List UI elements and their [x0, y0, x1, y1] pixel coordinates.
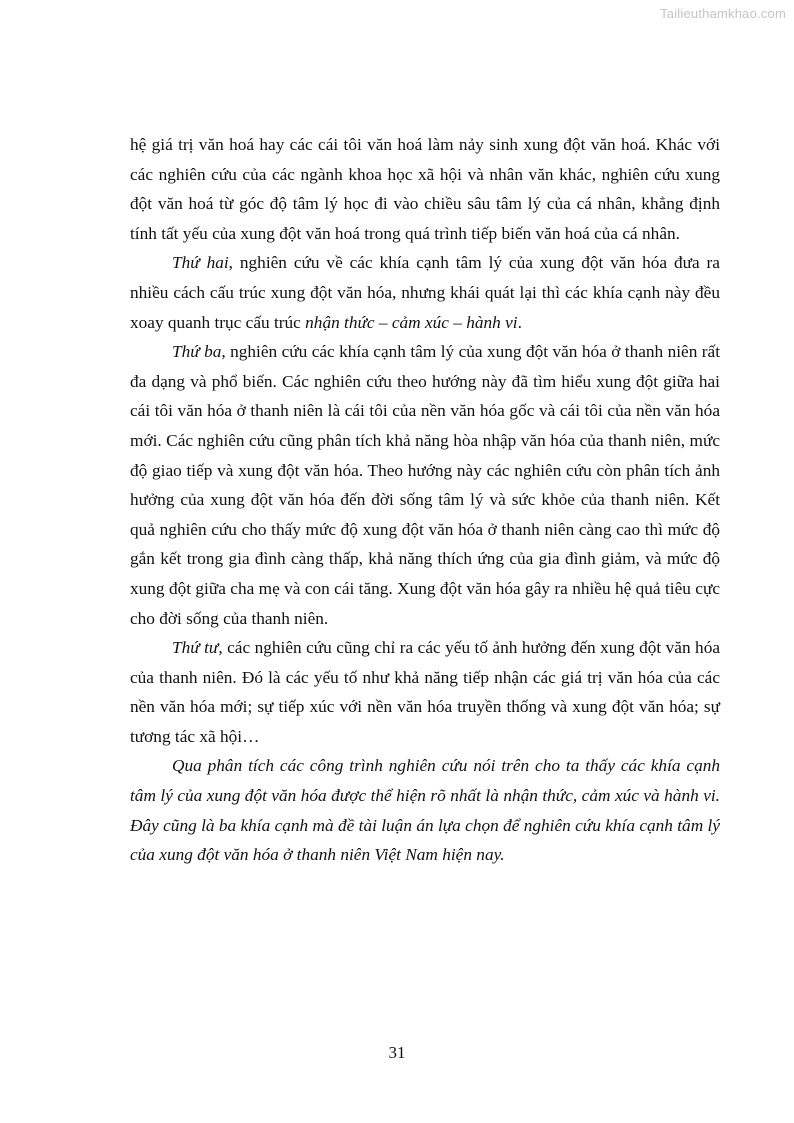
paragraph-2-emphasis: nhận thức – cảm xúc – hành vi [305, 312, 518, 332]
paragraph-2-end: . [517, 312, 522, 332]
paragraph-4 [130, 633, 720, 751]
paragraph-3-lead: Thứ ba [172, 342, 222, 362]
paragraph-4-lead: Thứ tư, [172, 638, 223, 658]
paragraph-3 [130, 337, 720, 633]
paragraph-3-body: , nghiên cứu các khía cạnh tâm lý của xung đột văn hóa ở thanh niên rất đa dạng và phổ biến. Các nghiên cứu theo hướng này đã tìm hiểu xung đột giữa hai cái tôi văn hóa ở thanh niên là cái tôi của nền văn hóa gốc và cái tôi của nền văn hóa mới. Các nghiên cứu cũng phân tích khả năng hòa nhập văn hóa của thanh niên, mức độ giao tiếp và xung đột văn hóa. Theo hướng này các nghiên cứu còn phân tích ảnh hưởng của xung đột văn hóa đến đời sống tâm lý và sức khỏe của thanh niên. Kết quả nghiên cứu cho thấy mức độ xung đột văn hóa ở thanh niên càng cao thì mức độ gắn kết trong gia đình càng thấp, khả năng thích ứng của gia đình giảm, và mức độ xung đột giữa cha mẹ và con cái tăng. Xung đột văn hóa gây ra nhiều hệ quả tiêu cực cho đời sống của thanh niên. [130, 342, 721, 628]
watermark: Tailieuthamkhao.com [660, 6, 786, 21]
paragraph-2-body: , nghiên cứu về các khía cạnh tâm lý của xung đột văn hóa đưa ra nhiều cách cấu trúc xung đột văn hóa, nhưng khái quát lại thì các khía cạnh này đều xoay quanh trục cấu trúc [130, 253, 720, 332]
paragraph-conclusion: Qua phân tích các công trình nghiên cứu nói trên cho ta thấy các khía cạnh tâm lý của xung đột văn hóa được thể hiện rõ nhất là nhận thức, cảm xúc và hành vi. Đây cũng là ba khía cạnh mà đề tài luận án lựa chọn để nghiên cứu khía cạnh tâm lý của xung đột văn hóa ở thanh niên Việt Nam hiện nay. [130, 756, 720, 865]
page-body [130, 130, 720, 870]
paragraph-2 [130, 248, 720, 337]
paragraph-1: hệ giá trị văn hoá hay các cái tôi văn hoá làm nảy sinh xung đột văn hoá. Khác với các nghiên cứu của các ngành khoa học xã hội và nhân văn khác, nghiên cứu xung đột văn hoá từ góc độ tâm lý học đi vào chiều sâu tâm lý của cá nhân, khẳng định tính tất yếu của xung đột văn hoá trong quá trình tiếp biến văn hoá của cá nhân. [130, 135, 720, 243]
paragraph-2-lead: Thứ hai [172, 253, 229, 273]
paragraph-4-body: các nghiên cứu cũng chỉ ra các yếu tố ảnh hưởng đến xung đột văn hóa của thanh niên. Đó là các yếu tố như khả năng tiếp nhận các giá trị văn hóa của các nền văn hóa mới; sự tiếp xúc với nền văn hóa truyền thống và xung đột văn hóa; sự tương tác xã hội… [130, 638, 721, 746]
page-number: 31 [388, 1043, 406, 1062]
